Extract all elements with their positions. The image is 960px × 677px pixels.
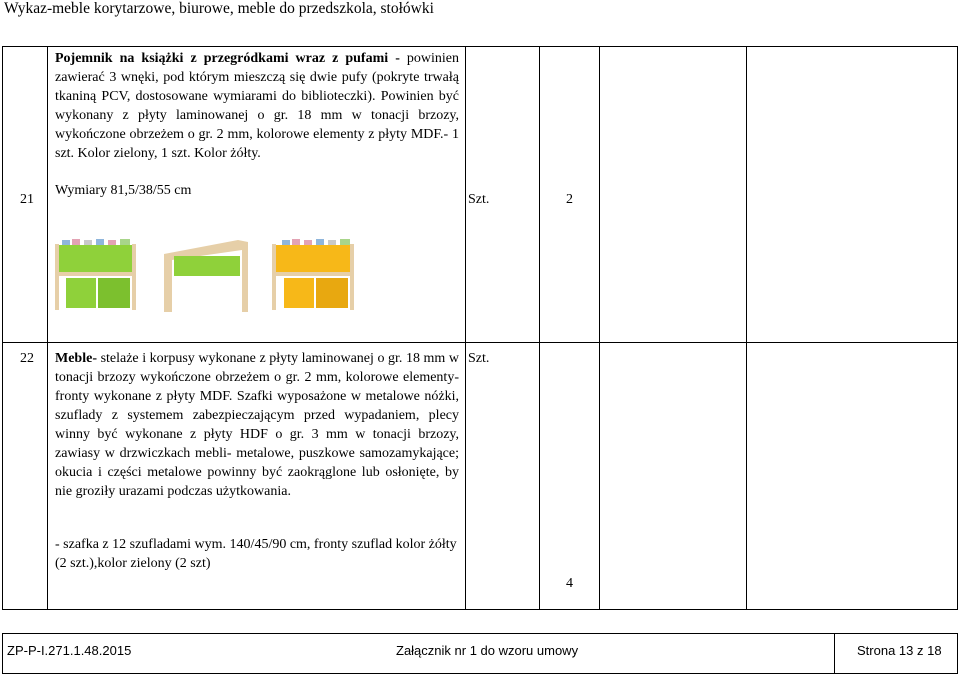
item-text: stelaże i korpusy wykonane z płyty laminowanej o gr. 18 mm w tonacji brzozy wykończone obrzeżem o gr. 2 mm, kolorowe elementy- fronty wykonane z płyty MDF. Szafki wyposażone w metalowe nóżki, szuflady z systemem zabezpieczającym przed wypadaniem, plecy winny być wykonane z płyty HDF o gr. 3 mm w tonacji brzozy, zawiasy w drzwiczkach mebli- metalowe, puszkowe samozamykające; okucia i części metalowe powinny być zaokrąglone lub osłonięte, by nie groziły urazami podczas użytkowania.: [55, 351, 459, 499]
product-photos: [52, 236, 362, 314]
quantity: 2: [566, 192, 573, 207]
green-bookcase-photo: [55, 239, 136, 310]
open-frame-photo: [164, 240, 248, 312]
page-number: Strona 13 z 18: [857, 643, 942, 658]
yellow-bookcase-photo: [272, 239, 354, 310]
quantity: 4: [566, 576, 573, 591]
row-number: 22: [20, 351, 34, 366]
item-description: [55, 49, 459, 163]
item-subitem: - szafka z 12 szufladami wym. 140/45/90 cm, fronty szuflad kolor żółty (2 szt.),kolor zielony (2 szt): [55, 537, 457, 571]
row-number: 21: [20, 192, 34, 207]
document-reference: ZP-P-I.271.1.48.2015: [7, 643, 132, 658]
item-title: Meble-: [55, 351, 97, 366]
unit: Szt.: [468, 192, 490, 207]
page-title: Wykaz-meble korytarzowe, biurowe, meble do przedszkola, stołówki: [4, 0, 434, 17]
item-description: [55, 349, 459, 501]
item-text: powinien zawierać 3 wnęki, pod którym mieszczą się dwie pufy (pokryte trwałą tkaniną PCV, dostosowane wymiarami do biblioteczki). Powinien być wykonany z płyty laminowanej o gr. 18 mm w tonacji brzozy, wykończone obrzeżem o gr. 2 mm, kolorowe elementy z płyty MDF.- 1 szt. Kolor zielony, 1 szt. Kolor żółty.: [55, 51, 460, 161]
annex-label: Załącznik nr 1 do wzoru umowy: [396, 643, 579, 658]
item-title: Pojemnik na książki z przegródkami wraz z pufami -: [55, 51, 400, 66]
unit: Szt.: [468, 351, 490, 366]
item-dimensions: Wymiary 81,5/38/55 cm: [55, 183, 192, 198]
